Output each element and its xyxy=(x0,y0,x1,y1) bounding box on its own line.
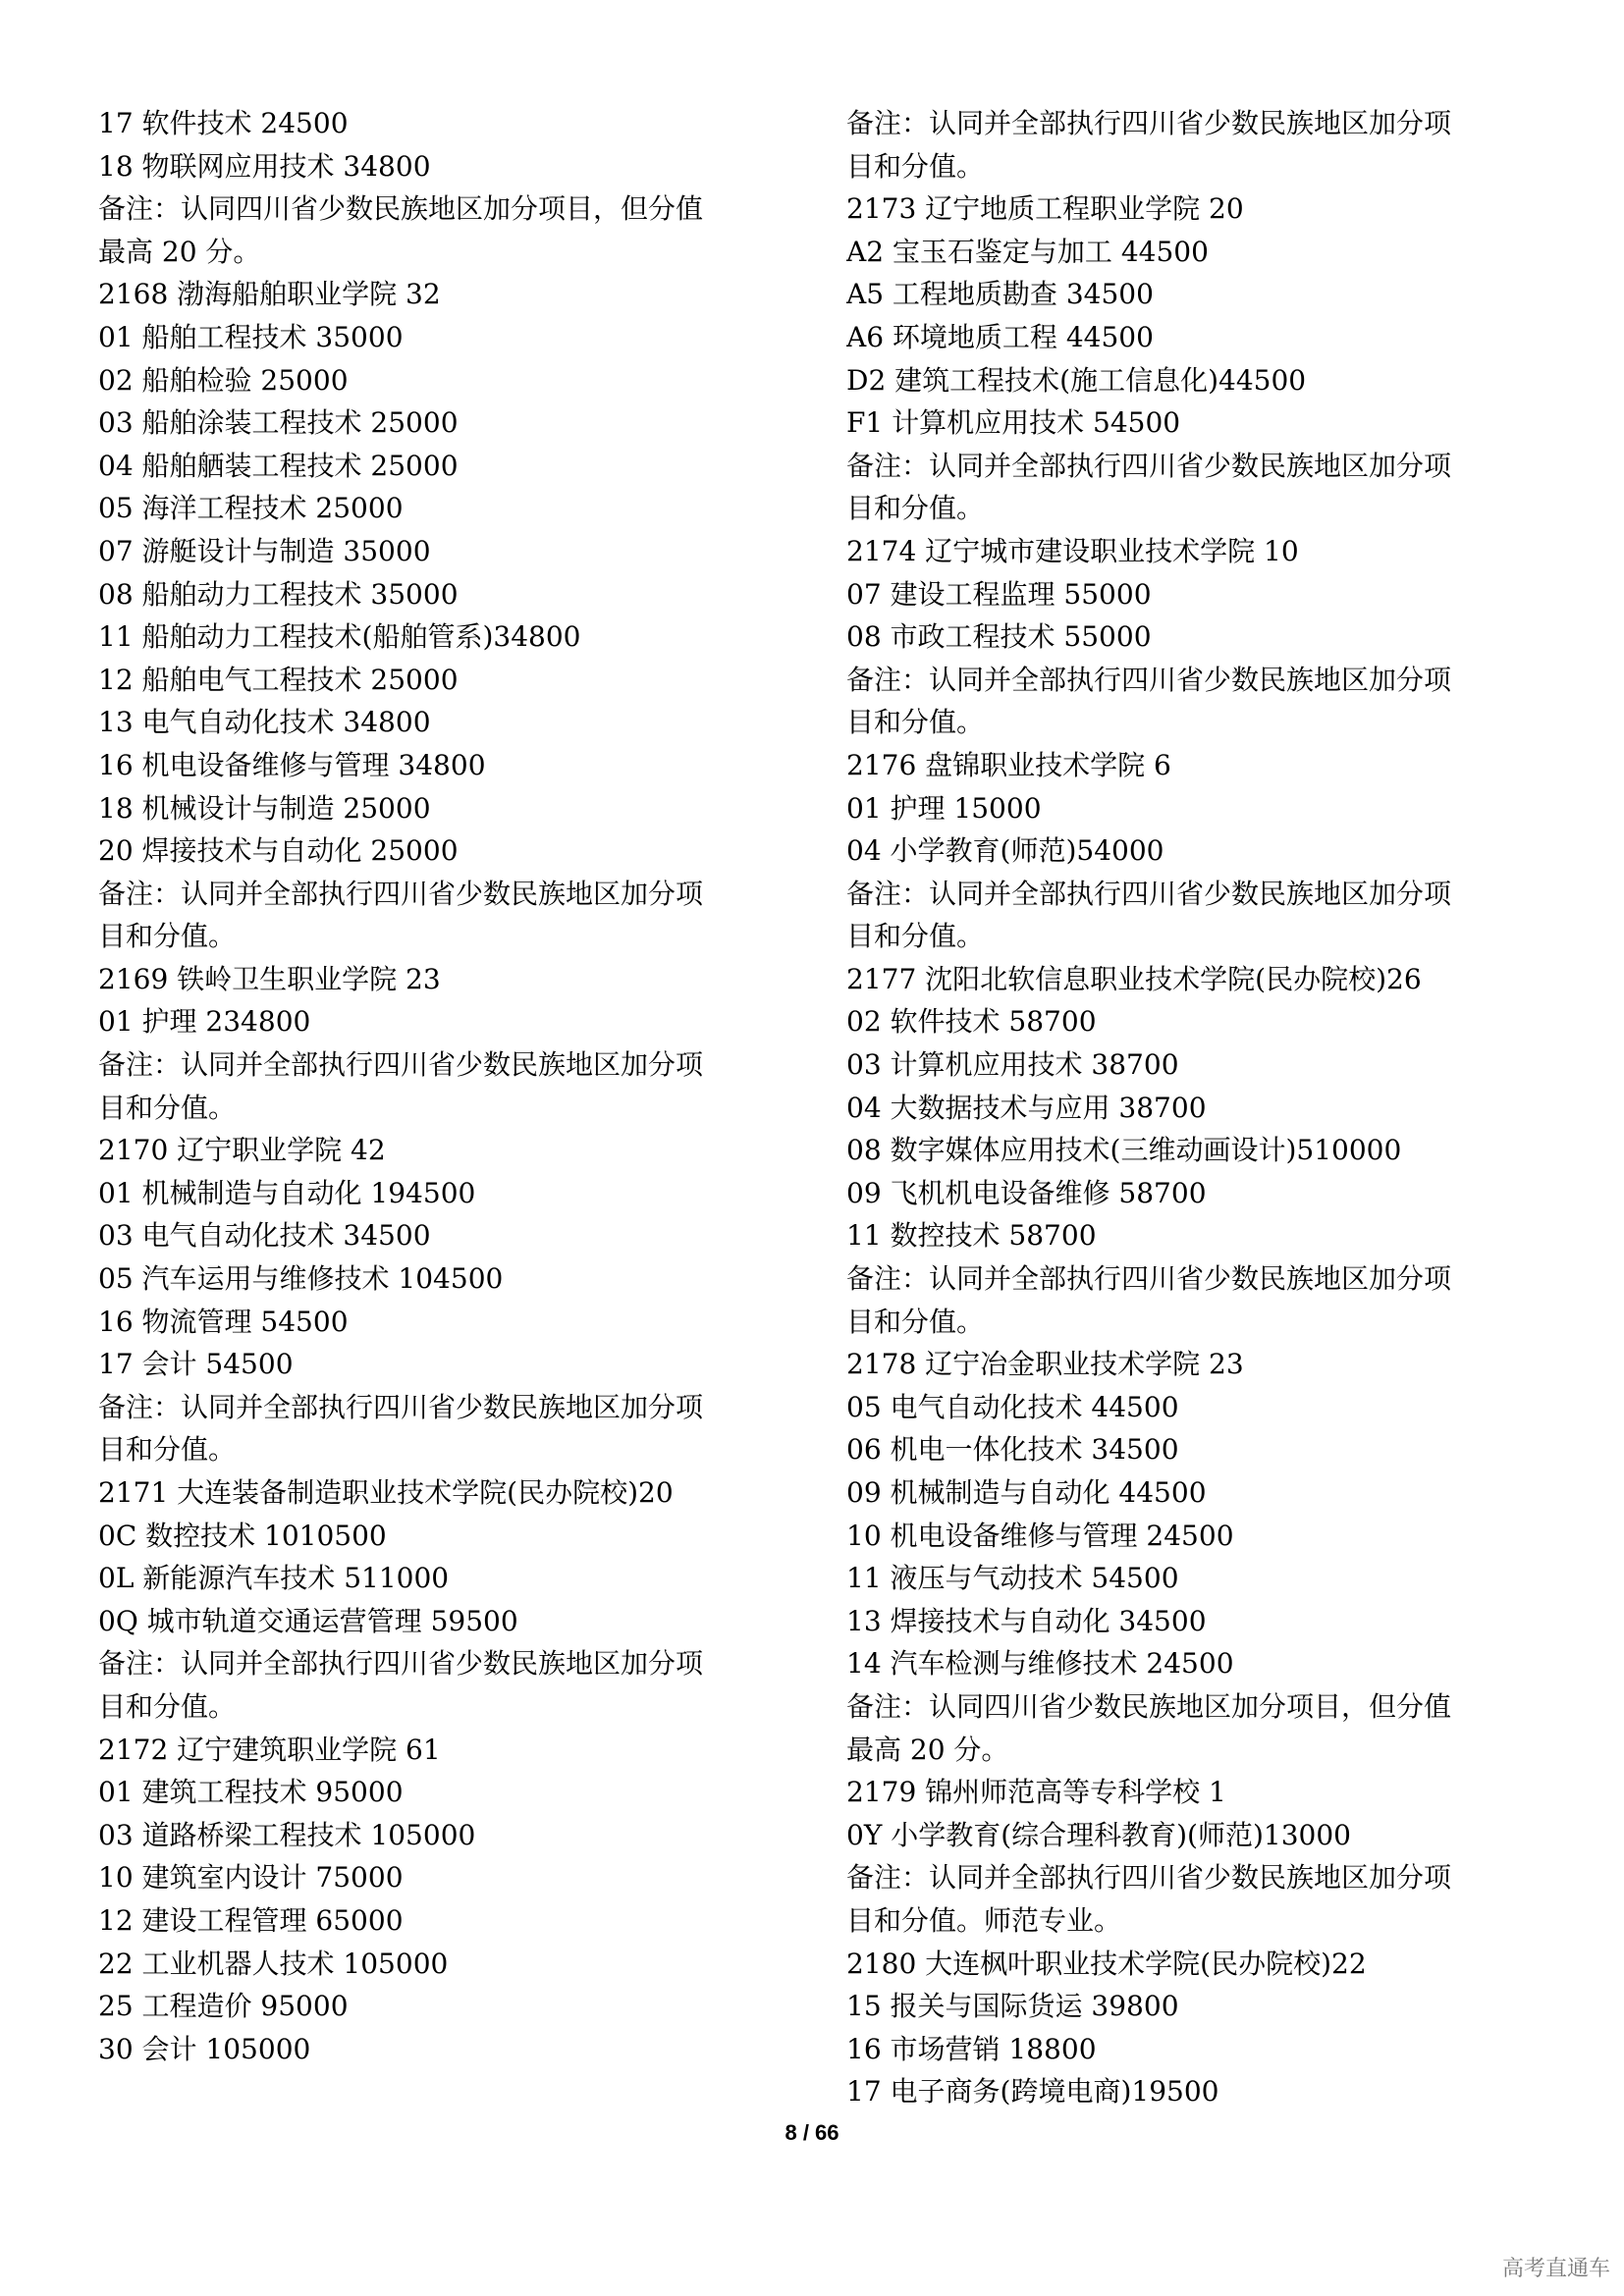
page-number: 8 / 66 xyxy=(785,2120,839,2145)
text-line: 05 汽车运用与维修技术 104500 xyxy=(98,1262,504,1296)
text-line: A5 工程地质勘查 34500 xyxy=(846,278,1154,311)
text-line: 2174 辽宁城市建设职业技术学院 10 xyxy=(846,534,1299,567)
text-line: 03 船舶涂装工程技术 25000 xyxy=(98,406,459,440)
text-line: 01 护理 234800 xyxy=(98,1005,311,1039)
text-line: 2172 辽宁建筑职业学院 61 xyxy=(98,1733,441,1766)
text-line: 10 建筑室内设计 75000 xyxy=(98,1861,404,1895)
text-line: 04 小学教育(师范)54000 xyxy=(846,834,1164,868)
text-line: 03 电气自动化技术 34500 xyxy=(98,1219,431,1253)
text-line: 目和分值。 xyxy=(98,1091,237,1124)
text-line: 备注：认同并全部执行四川省少数民族地区加分项 xyxy=(846,107,1452,139)
text-line: 01 机械制造与自动化 194500 xyxy=(98,1176,476,1209)
text-line: 2173 辽宁地质工程职业学院 20 xyxy=(846,192,1244,226)
left-column xyxy=(98,102,785,2070)
text-line: 01 建筑工程技术 95000 xyxy=(98,1776,404,1809)
text-line: 07 游艇设计与制造 35000 xyxy=(98,534,431,567)
text-line: 2179 锦州师范高等专科学校 1 xyxy=(846,1776,1226,1809)
text-line: 备注：认同并全部执行四川省少数民族地区加分项 xyxy=(98,1048,704,1082)
text-line: 03 道路桥梁工程技术 105000 xyxy=(98,1818,476,1851)
text-line: 备注：认同并全部执行四川省少数民族地区加分项 xyxy=(846,1861,1452,1895)
text-line: 2176 盘锦职业技术学院 6 xyxy=(846,748,1171,781)
text-line: 18 物联网应用技术 34800 xyxy=(98,149,431,183)
text-line: 2180 大连枫叶职业技术学院(民办院校)22 xyxy=(846,1947,1367,1980)
text-line: 0Q 城市轨道交通运营管理 59500 xyxy=(98,1604,518,1637)
text-line: 13 焊接技术与自动化 34500 xyxy=(846,1604,1207,1637)
text-line: 目和分值。 xyxy=(846,706,985,739)
text-line: 11 数控技术 58700 xyxy=(846,1219,1097,1253)
text-line: 目和分值。 xyxy=(98,1433,237,1467)
text-line: F1 计算机应用技术 54500 xyxy=(846,406,1181,440)
right-column xyxy=(846,102,1534,2113)
text-line: 02 软件技术 58700 xyxy=(846,1005,1097,1039)
text-line: 13 电气自动化技术 34800 xyxy=(98,706,431,739)
text-line: 备注：认同并全部执行四川省少数民族地区加分项 xyxy=(98,1390,704,1423)
text-line: 备注：认同四川省少数民族地区加分项目，但分值 xyxy=(98,192,704,226)
text-line: 16 物流管理 54500 xyxy=(98,1305,349,1338)
text-line: 0Y 小学教育(综合理科教育)(师范)13000 xyxy=(846,1818,1351,1851)
text-line: 16 机电设备维修与管理 34800 xyxy=(98,748,486,781)
text-line: 2177 沈阳北软信息职业技术学院(民办院校)26 xyxy=(846,962,1422,995)
text-line: 12 建设工程管理 65000 xyxy=(98,1903,404,1937)
text-line: 09 机械制造与自动化 44500 xyxy=(846,1476,1207,1509)
text-line: 最高 20 分。 xyxy=(846,1733,1009,1766)
text-line: 目和分值。 xyxy=(846,920,985,953)
text-line: A2 宝玉石鉴定与加工 44500 xyxy=(846,235,1209,268)
text-line: 08 船舶动力工程技术 35000 xyxy=(98,577,459,611)
text-line: 08 数字媒体应用技术(三维动画设计)510000 xyxy=(846,1134,1402,1167)
text-line: 09 飞机机电设备维修 58700 xyxy=(846,1176,1207,1209)
text-line: 目和分值。 xyxy=(846,1305,985,1338)
text-line: 目和分值。 xyxy=(98,920,237,953)
text-line: 目和分值。师范专业。 xyxy=(846,1903,1122,1937)
text-line: 10 机电设备维修与管理 24500 xyxy=(846,1519,1234,1552)
text-line: 2171 大连装备制造职业技术学院(民办院校)20 xyxy=(98,1476,674,1509)
text-line: 15 报关与国际货运 39800 xyxy=(846,1990,1179,2023)
text-line: 0L 新能源汽车技术 511000 xyxy=(98,1562,450,1595)
text-line: 备注：认同并全部执行四川省少数民族地区加分项 xyxy=(846,663,1452,696)
text-line: 08 市政工程技术 55000 xyxy=(846,620,1152,654)
text-line: 30 会计 105000 xyxy=(98,2032,311,2065)
text-line: 目和分值。 xyxy=(98,1689,237,1723)
text-line: 16 市场营销 18800 xyxy=(846,2032,1097,2065)
text-line: 17 电子商务(跨境电商)19500 xyxy=(846,2075,1219,2109)
text-line: A6 环境地质工程 44500 xyxy=(846,320,1154,353)
text-line: 备注：认同并全部执行四川省少数民族地区加分项 xyxy=(846,449,1452,482)
text-line: 05 电气自动化技术 44500 xyxy=(846,1390,1179,1423)
text-line: 备注：认同并全部执行四川省少数民族地区加分项 xyxy=(98,1647,704,1681)
text-line: D2 建筑工程技术(施工信息化)44500 xyxy=(846,363,1307,397)
text-line: 20 焊接技术与自动化 25000 xyxy=(98,834,459,868)
text-line: 备注：认同并全部执行四川省少数民族地区加分项 xyxy=(846,1262,1452,1296)
text-line: 14 汽车检测与维修技术 24500 xyxy=(846,1647,1234,1681)
text-line: 18 机械设计与制造 25000 xyxy=(98,791,431,825)
text-line: 2168 渤海船舶职业学院 32 xyxy=(98,278,441,311)
text-line: 03 计算机应用技术 38700 xyxy=(846,1048,1179,1082)
text-line: 目和分值。 xyxy=(846,492,985,525)
text-line: 01 船舶工程技术 35000 xyxy=(98,320,404,353)
text-line: 06 机电一体化技术 34500 xyxy=(846,1433,1179,1467)
text-line: 17 会计 54500 xyxy=(98,1348,294,1381)
text-line: 2178 辽宁冶金职业技术学院 23 xyxy=(846,1348,1244,1381)
text-line: 备注：认同并全部执行四川省少数民族地区加分项 xyxy=(98,877,704,910)
text-line: 25 工程造价 95000 xyxy=(98,1990,349,2023)
text-line: 04 大数据技术与应用 38700 xyxy=(846,1091,1207,1124)
text-line: 2169 铁岭卫生职业学院 23 xyxy=(98,962,441,995)
text-line: 备注：认同并全部执行四川省少数民族地区加分项 xyxy=(846,877,1452,910)
text-line: 目和分值。 xyxy=(846,149,985,183)
text-line: 22 工业机器人技术 105000 xyxy=(98,1947,449,1980)
text-line: 02 船舶检验 25000 xyxy=(98,363,349,397)
text-line: 05 海洋工程技术 25000 xyxy=(98,492,404,525)
text-line: 备注：认同四川省少数民族地区加分项目，但分值 xyxy=(846,1689,1452,1723)
text-line: 11 船舶动力工程技术(船舶管系)34800 xyxy=(98,620,581,654)
text-line: 12 船舶电气工程技术 25000 xyxy=(98,663,459,696)
text-line: 11 液压与气动技术 54500 xyxy=(846,1562,1179,1595)
text-line: 2170 辽宁职业学院 42 xyxy=(98,1134,386,1167)
text-line: 07 建设工程监理 55000 xyxy=(846,577,1152,611)
text-line: 04 船舶舾装工程技术 25000 xyxy=(98,449,459,482)
text-line: 01 护理 15000 xyxy=(846,791,1042,825)
watermark-text: 高考直通车 xyxy=(1501,2257,1610,2281)
text-line: 17 软件技术 24500 xyxy=(98,107,349,139)
text-line: 最高 20 分。 xyxy=(98,235,261,268)
text-line: 0C 数控技术 1010500 xyxy=(98,1519,387,1552)
